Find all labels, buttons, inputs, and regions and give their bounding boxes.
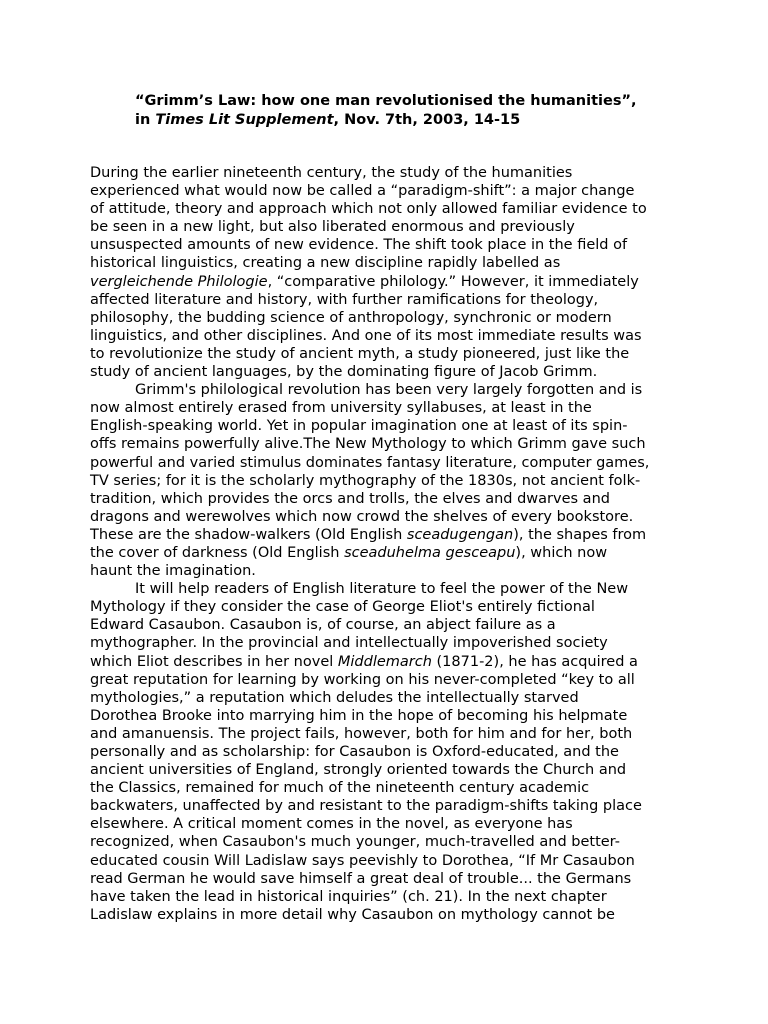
body-line: During the earlier nineteenth century, the study of the humanities [90,165,573,181]
body-line: backwaters, unaffected by and resistant to the paradigm-shifts taking place [90,798,642,815]
body-line: great reputation for learning by working on his never-completed “key to all [90,671,635,688]
body-line: recognized, when Casaubon's much younger, much-travelled and better- [90,834,620,851]
body-line: tradition, which provides the orcs and trolls, the elves and dwarves and [90,490,610,507]
body-line: have taken the lead in historical inquiries” (ch. 21). In the next chapter [90,888,607,905]
body-line: read German he would save himself a great deal of trouble... the Germans [90,870,632,887]
body-line [90,273,690,291]
body-line: elsewhere. A critical moment comes in the novel, as everyone has [90,816,573,833]
body-line: study of ancient languages, by the dominating figure of Jacob Grimm. [90,364,598,381]
body-line: historical linguistics, creating a new discipline rapidly labelled as [90,255,561,272]
body-line: experienced what would now be called a “paradigm-shift”: a major change [90,183,635,200]
article-body [90,164,690,924]
body-line: Dorothea Brooke into marrying him in the hope of becoming his helpmate [90,707,628,724]
body-line [90,544,690,562]
body-line [90,526,690,544]
body-line: Edward Casaubon. Casaubon is, of course, an abject failure as a [90,617,556,634]
body-line: powerful and varied stimulus dominates fantasy literature, computer games, [90,454,650,471]
body-line: dragons and werewolves which now crowd the shelves of every bookstore. [90,508,634,525]
italic-term: vergleichende Philologie [90,273,268,290]
body-text: ), the shapes from [513,526,647,543]
body-line: Ladislaw explains in more detail why Casaubon on mythology cannot be [90,906,615,923]
body-text: , “comparative philology.” However, it immediately [267,273,639,290]
citation-publication: Times Lit Supplement [155,112,334,128]
body-line: affected literature and history, with further ramifications for theology, [90,291,599,308]
body-line: personally and as scholarship: for Casaubon is Oxford-educated, and the [90,744,619,760]
body-line: linguistics, and other disciplines. And one of its most immediate results was [90,327,642,344]
body-line: Grimm's philological revolution has been very largely forgotten and is [135,382,643,399]
citation-date-pages: , Nov. 7th, 2003, 14-15 [333,112,521,128]
body-line: now almost entirely erased from university syllabuses, at least in the [90,400,592,417]
citation-title: “Grimm’s Law: how one man revolutionised the humanities”, [135,93,637,109]
italic-term: sceadugengan [406,526,514,543]
body-text: which Eliot describes in her novel [90,653,338,670]
italic-term: Middlemarch [337,653,432,670]
body-line [90,653,690,671]
body-text: (1871-2), he has acquired a [431,653,638,670]
body-line: It will help readers of English literature to feel the power of the New [135,581,629,598]
body-line: to revolutionize the study of ancient myth, a study pioneered, just like the [90,345,630,362]
body-line: ancient universities of England, strongly oriented towards the Church and [90,762,627,779]
body-line: Mythology if they consider the case of George Eliot's entirely fictional [90,599,595,616]
body-line: mythologies,” a reputation which deludes the intellectually starved [90,689,579,706]
body-line: haunt the imagination. [90,563,256,580]
body-line: unsuspected amounts of new evidence. The shift took place in the field of [90,237,628,254]
body-text: These are the shadow-walkers (Old English [90,526,407,543]
body-line: philosophy, the budding science of anthropology, synchronic or modern [90,309,612,326]
article-citation-heading [135,92,735,130]
body-line: be seen in a new light, but also liberated enormous and previously [90,219,575,236]
body-line: educated cousin Will Ladislaw says peevishly to Dorothea, “If Mr Casaubon [90,852,635,869]
body-text: the cover of darkness (Old English [90,544,345,561]
citation-prefix: in [135,112,156,128]
citation-source [135,111,735,130]
body-line: English-speaking world. Yet in popular imagination one at least of its spin- [90,418,628,435]
italic-term: sceaduhelma gesceapu [344,544,516,561]
body-line: and amanuensis. The project fails, however, both for him and for her, both [90,725,633,742]
body-line: mythographer. In the provincial and intellectually impoverished society [90,635,608,652]
body-line: offs remains powerfully alive.The New Mythology to which Grimm gave such [90,436,646,453]
body-line: TV series; for it is the scholarly mythography of the 1830s, not ancient folk- [90,472,641,489]
body-line: the Classics, remained for much of the nineteenth century academic [90,780,590,797]
body-line: of attitude, theory and approach which not only allowed familiar evidence to [90,201,647,218]
body-text: ), which now [515,544,608,561]
